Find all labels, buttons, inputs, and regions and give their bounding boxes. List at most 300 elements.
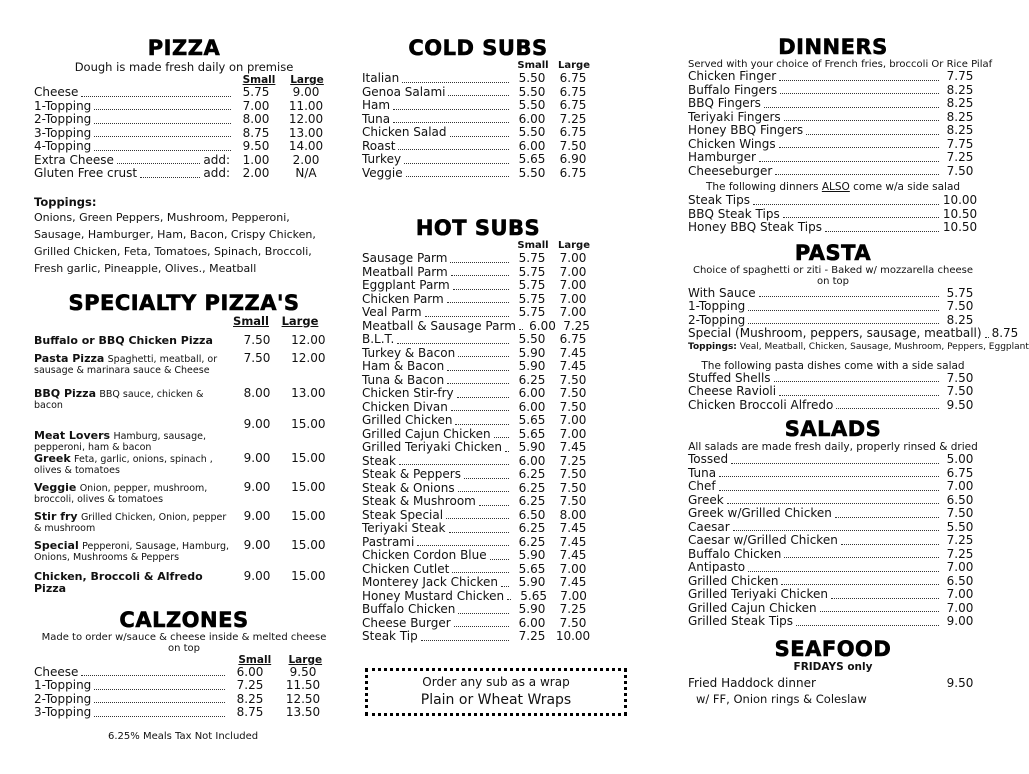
leader-dots [835,517,939,518]
item-name: Chicken Parm [362,291,444,306]
item-price: 8.25 [946,96,974,110]
leader-dots [454,626,509,627]
menu-item [362,86,594,100]
menu-item [362,563,594,577]
menu-item [362,266,594,280]
item-suffix: add: [203,166,230,180]
price-large: 7.25 [559,602,587,616]
menu-item [362,387,594,401]
col-large: Large [558,60,590,71]
menu-item [34,666,334,680]
leader-dots [452,572,509,573]
leader-dots [985,337,989,338]
specialty-item [34,430,334,453]
item-name: Tuna & Bacon [362,372,445,387]
leader-dots [81,675,225,676]
price-small: 6.00 [518,399,546,414]
leader-dots [806,134,939,135]
menu-item [688,124,978,138]
specialty-name-block [34,388,231,411]
price-small: 6.25 [518,372,546,387]
leader-dots [417,545,509,546]
toppings-title: Toppings: [34,194,97,209]
menu-item [34,693,334,707]
leader-dots [774,381,939,382]
menu-item [688,208,978,222]
leader-dots [464,478,509,479]
leader-dots [421,640,509,641]
menu-item [362,252,594,266]
item-name: Cheese Burger [362,615,451,630]
specialty-desc: Grilled Chicken, Onion, pepper & mushroom [34,511,227,534]
price-small: 6.25 [518,494,546,508]
leader-dots [783,217,939,218]
toppings-list [34,209,334,277]
leader-dots [393,109,509,110]
menu-item [362,630,594,644]
price-small: 5.90 [518,548,546,562]
menu-item [688,507,978,521]
menu-item [688,84,978,98]
item-name: Genoa Salami [362,84,446,99]
price-large: 7.50 [559,399,587,414]
leader-dots [494,437,509,438]
leader-dots [775,174,939,175]
price-large: 15.00 [291,450,326,465]
item-name: Veal Parm [362,305,422,319]
item-name: Pastrami [362,534,415,549]
leader-dots [831,598,939,599]
item-name: Cheese [34,664,79,679]
price-small: 5.50 [518,332,546,346]
leader-dots [94,702,225,703]
price-large: 10.00 [555,629,591,643]
item-name: Chicken Divan [362,399,448,414]
specialty-name: Pasta Pizza [34,351,105,365]
menu-item [362,113,594,127]
item-price: 9.50 [946,675,974,690]
item-name: Tuna [688,465,717,480]
item-name: Buffalo Chicken [688,546,782,561]
specialty-name: BBQ Pizza [34,386,97,400]
item-name: Meatball & Sausage Parm [362,318,516,333]
item-name: 4-Topping [34,139,92,153]
leader-dots [458,613,509,614]
specialty-name: Buffalo or BBQ Chicken Pizza [34,333,213,347]
price-small: 5.90 [518,359,546,373]
toppings-line: Sausage, Hamburger, Ham, Bacon, Crispy Chicken, [34,227,316,241]
price-large: 11.50 [285,678,321,692]
item-name: Tuna [362,111,391,126]
col-small: Small [233,313,269,328]
item-name: Steak & Onions [362,480,455,495]
item-name: Hamburger [688,150,756,164]
price-large: 6.75 [559,125,587,139]
price-large: 7.25 [559,453,587,468]
leader-dots [453,289,509,290]
salad-note-pre: The following dinners [705,181,822,193]
leader-dots [748,323,939,324]
menu-item [688,399,978,413]
price-small: 8.00 [243,385,271,400]
price-large: 2.00 [292,152,320,167]
price-large: 8.00 [559,507,587,522]
leader-dots [796,625,939,626]
menu-item [362,401,594,415]
price-small: 5.90 [518,345,546,360]
price-large: 7.50 [559,494,587,508]
leader-dots [404,163,509,164]
menu-item [688,97,978,111]
menu-item [362,72,594,86]
menu-item [34,140,334,154]
item-price: 8.75 [991,326,1019,340]
pasta-note: Choice of spaghetti or ziti - Baked w/ mozzarella cheese on top [692,264,973,287]
pasta-toppings-text: Veal, Meatball, Chicken, Sausage, Mushroom, Peppers, Eggplant [739,341,1029,352]
item-price: 7.50 [946,384,974,398]
leader-dots [406,176,509,177]
specialty-title: SPECIALTY PIZZA'S [68,290,300,315]
menu-item [362,320,594,334]
specialty-item [34,537,334,563]
menu-item [362,306,594,320]
salad-note-also: ALSO [821,181,850,193]
item-name: Buffalo Fingers [688,82,778,97]
tax-note: 6.25% Meals Tax Not Included [108,730,259,742]
leader-dots [399,464,509,465]
menu-item [34,127,334,141]
item-name: Steak [362,453,397,468]
specialty-desc: Pepperoni, Sausage, Hamburg, Onions, Mushrooms & Peppers [34,540,230,563]
item-price: 9.50 [946,397,974,412]
item-name: BBQ Steak Tips [688,206,780,221]
menu-item [688,221,978,235]
leader-dots [447,383,509,384]
price-small: 6.00 [518,615,546,630]
price-large: N/A [295,166,317,180]
menu-item [362,126,594,140]
menu-item [362,441,594,455]
price-small: 8.25 [236,691,264,706]
item-name: 3-Topping [34,125,92,140]
price-small: 5.50 [518,98,546,112]
column-middle [362,0,594,644]
price-small: 7.50 [243,350,271,365]
specialty-desc: BBQ sauce, chicken & bacon [34,388,204,411]
leader-dots [81,96,231,97]
col-small: Small [242,74,276,86]
wrap-line2: Plain or Wheat Wraps [420,692,572,708]
item-name: Chicken Cordon Blue [362,548,487,562]
dinners-list [688,70,978,178]
hot-subs-title: HOT SUBS [415,216,541,240]
col-large: Large [558,240,590,251]
item-price: 6.75 [946,465,974,480]
leader-dots [402,82,509,83]
leader-dots [479,505,509,506]
price-large: 7.45 [559,575,587,589]
item-name: Chef [688,479,716,493]
item-name: Eggplant Parm [362,278,450,292]
menu-item [34,167,334,181]
item-name: Tossed [688,452,729,466]
price-small: 6.25 [518,534,546,549]
item-name: Chicken Broccoli Alfredo [688,397,834,412]
menu-item [688,300,978,314]
price-small: 9.00 [243,450,271,465]
price-large: 13.00 [288,125,324,140]
item-name: Turkey & Bacon [362,345,456,360]
price-small: 9.00 [243,537,271,552]
price-small: 1.00 [242,152,270,167]
leader-dots [458,491,509,492]
cold-subs-title: COLD SUBS [408,36,548,60]
menu-item [34,154,334,168]
column-right [688,0,1029,706]
menu-item [362,522,594,536]
item-name: Special (Mushroom, peppers, sausage, meatball) [688,326,982,340]
price-small: 9.50 [242,139,270,153]
price-large: 7.00 [559,251,587,265]
item-name: Honey BBQ Steak Tips [688,220,822,234]
menu-item [362,468,594,482]
price-small: 9.00 [243,508,271,523]
menu-item [688,287,978,301]
price-large: 6.75 [559,165,587,180]
menu-item [362,374,594,388]
item-name: Honey Mustard Chicken [362,588,505,603]
menu-item [34,679,334,693]
price-small: 6.25 [518,521,546,535]
item-name: Cheese [34,85,79,99]
specialty-name-block [34,511,231,534]
item-price: 10.50 [942,206,978,221]
leader-dots [448,95,509,96]
leader-dots [727,503,939,504]
menu-item [688,615,978,629]
price-large: 7.50 [559,386,587,400]
item-name: Greek w/Grilled Chicken [688,506,832,520]
leader-dots [457,397,509,398]
price-large: 7.00 [559,291,587,306]
price-small: 8.75 [236,705,264,719]
menu-item [688,194,978,208]
price-large: 6.75 [559,84,587,99]
price-large: 7.00 [559,413,587,427]
pizza-note: Dough is made fresh daily on premise [74,60,294,74]
item-name: Sausage Parm [362,251,448,265]
price-large: 7.25 [559,111,587,126]
specialty-item [34,568,334,595]
item-name: Buffalo Chicken [362,602,456,616]
price-small: 6.00 [518,138,546,153]
item-name: Chicken Wings [688,136,776,151]
menu-item [688,372,978,386]
price-small: 5.90 [518,440,546,454]
price-large: 13.50 [285,705,321,719]
leader-dots [519,329,523,330]
leader-dots [447,302,509,303]
item-name: Cheeseburger [688,163,773,178]
item-name: Turkey [362,152,402,166]
leader-dots [759,161,939,162]
leader-dots [753,204,939,205]
specialty-name-block [34,453,231,476]
menu-item [34,706,334,720]
col-large: Large [281,313,319,328]
leader-dots [501,586,509,587]
item-name: 1-Topping [34,678,92,692]
price-large: 7.25 [563,318,590,333]
col-small: Small [517,60,549,71]
item-name: Chicken Stir-fry [362,386,454,400]
item-name: Grilled Teriyaki Chicken [688,587,828,601]
item-name: Grilled Teriyaki Chicken [362,440,502,454]
price-large: 7.00 [559,264,587,279]
leader-dots [784,557,939,558]
seafood-item [688,677,978,691]
menu-item [688,70,978,84]
item-name: Ham [362,98,391,112]
leader-dots [446,518,509,519]
item-price: 8.25 [946,82,974,97]
specialty-name-block [34,353,231,376]
price-large: 7.50 [559,138,587,153]
menu-item [688,138,978,152]
item-suffix: add: [203,152,230,167]
col-large: Large [290,74,324,86]
menu-item [362,509,594,523]
item-price: 7.00 [946,560,974,574]
salad-note-post: come w/a side salad [849,181,961,193]
menu-item [362,99,594,113]
item-name: Fried Haddock dinner [688,675,816,690]
item-name: Chicken Salad [362,125,447,139]
item-name: 2-Topping [688,312,746,327]
price-small: 5.75 [518,278,546,292]
toppings-line: Fresh garlic, Pineapple, Olives., Meatball [34,261,257,275]
price-large: 9.50 [289,664,317,679]
leader-dots [759,296,939,297]
menu-item [688,453,978,467]
price-large: 7.00 [559,561,587,576]
price-large: 15.00 [291,416,326,431]
pasta-toppings [688,341,1029,354]
specialty-item [34,332,334,347]
price-large: 7.45 [559,345,587,360]
menu-item [34,86,334,100]
price-small: 8.00 [242,112,270,126]
menu-item [688,326,1019,341]
pasta-title: PASTA [794,240,872,265]
price-small: 7.25 [236,678,264,692]
item-name: Ham & Bacon [362,359,445,373]
specialty-name-block [34,430,231,453]
price-large: 15.00 [291,479,326,494]
item-price: 7.50 [946,370,974,385]
item-price: 7.75 [946,136,974,151]
item-name: Monterey Jack Chicken [362,575,499,589]
leader-dots [94,150,231,151]
leader-dots [779,147,939,148]
price-large: 7.00 [559,426,587,441]
menu-item [362,167,594,181]
leader-dots [447,370,509,371]
price-large [283,430,334,453]
price-large: 6.75 [559,332,587,346]
item-price: 7.50 [946,506,974,520]
price-small: 2.00 [242,166,270,180]
menu-item [688,575,978,589]
leader-dots [140,177,200,178]
menu-item [362,576,594,590]
menu-item [688,480,978,494]
menu-item [688,467,978,481]
price-large: 7.00 [559,305,587,319]
price-small: 5.50 [518,125,546,139]
item-name: Roast [362,138,396,153]
menu-item [34,100,334,114]
item-price: 7.25 [946,546,974,561]
item-price: 7.50 [946,163,974,178]
pasta-list [688,285,1019,341]
item-name: With Sauce [688,285,756,300]
calzones-size-header [34,654,334,666]
item-name: Grilled Steak Tips [688,614,794,628]
price-small: 5.75 [518,264,546,279]
leader-dots [425,316,509,317]
item-price: 5.00 [946,452,974,466]
leader-dots [748,571,939,572]
price-small: 5.75 [242,85,270,99]
item-name: 2-Topping [34,691,92,706]
specialty-name-block [34,482,231,505]
seafood-title: SEAFOOD [774,636,892,661]
item-price: 8.25 [946,123,974,137]
leader-dots [393,122,509,123]
leader-dots [94,716,225,717]
menu-item [362,360,594,374]
item-name: 1-Topping [34,98,92,113]
menu-item [688,521,978,535]
item-name: BBQ Fingers [688,96,761,110]
price-large: 7.00 [560,588,587,603]
specialty-name: Veggie [34,480,77,494]
salads-title: SALADS [784,417,882,441]
item-name: Veggie [362,165,403,180]
item-name: Steak Special [362,507,444,522]
dinners-salad-note [688,181,978,193]
salads-note: All salads are made fresh daily, properly rinsed & dried [688,441,978,453]
price-large: 6.75 [559,98,587,112]
price-small: 9.00 [243,416,271,431]
price-small [231,430,282,453]
specialty-list [34,332,334,595]
specialty-name-block [34,335,231,347]
item-price: 10.50 [942,220,978,234]
item-name: Teriyaki Steak [362,521,446,535]
item-name: 2-Topping [34,112,92,126]
seafood-note: FRIDAYS only [793,660,873,673]
menu-item [362,347,594,361]
leader-dots [719,476,939,477]
menu-item [362,549,594,563]
leader-dots [731,463,939,464]
menu-item [688,165,978,179]
price-large: 7.45 [559,534,587,549]
menu-item [362,279,594,293]
specialty-item [34,385,334,411]
